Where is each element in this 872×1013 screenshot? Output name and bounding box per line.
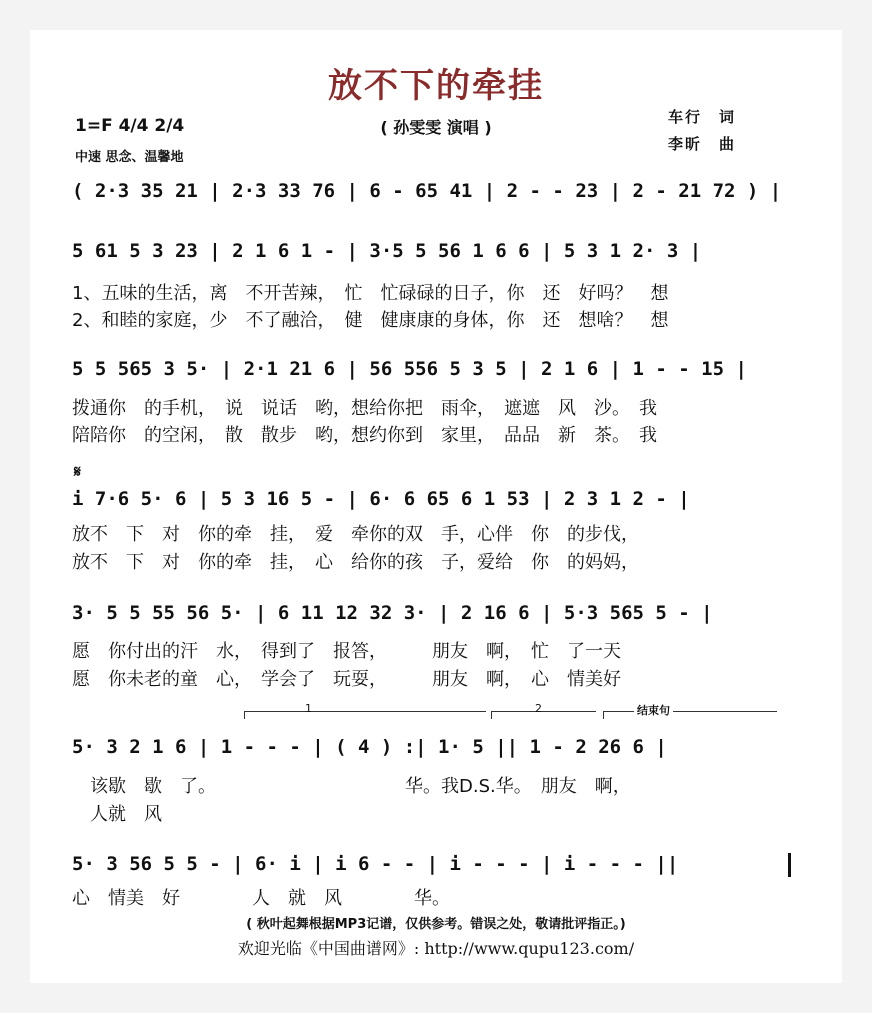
lyric-line: 人就 风 [72, 804, 162, 825]
ending-bracket [603, 711, 777, 712]
segno-icon: 𝄋 [74, 462, 81, 481]
lyric-line: 放不 下 对 你的牵 挂， 心 给你的孩 子，爱给 你 的妈妈， [72, 552, 639, 573]
final-barline [788, 853, 791, 877]
lyric-line: 陪陪你 的空闲， 散 散步 哟，想约你到 家里， 品品 新 茶。 我 [72, 425, 657, 446]
notation-row: 5 5 565 3 5· | 2·1 21 6 | 56 556 5 3 5 | 2 1 6 | 1 - - 15 | [72, 358, 747, 380]
ending-label: 结束句 [634, 702, 673, 718]
volta-bracket-tick [603, 711, 604, 719]
lyric-line: 愿 你付出的汗 水， 得到了 报答， 朋友 啊， 忙 了一天 [72, 641, 621, 662]
notation-row: i 7·6 5· 6 | 5 3 16 5 - | 6· 6 65 6 1 53 | 2 3 1 2 - | [72, 488, 690, 510]
volta-bracket-tick [244, 711, 245, 719]
notation-row: 5· 3 2 1 6 | 1 - - - | ( 4 ) :| 1· 5 || 1 - 2 26 6 | [72, 736, 667, 758]
volta-label-1: 1 [305, 702, 312, 715]
notation-row: ( 2·3 35 21 | 2·3 33 76 | 6 - 65 41 | 2 - - 23 | 2 - 21 72 ) | [72, 180, 782, 202]
song-title: 放不下的牵挂 [328, 66, 544, 106]
site-credit: 欢迎光临《中国曲谱网》: http://www.qupu123.com/ [237, 939, 635, 958]
lyric-line: 1、五味的生活，离 不开苦辣， 忙 忙碌碌的日子，你 还 好吗？ 想 [72, 283, 669, 304]
lyric-line: 2、和睦的家庭，少 不了融洽， 健 健康康的身体，你 还 想啥？ 想 [72, 310, 669, 331]
composer-credit: 李昕 曲 [668, 135, 737, 153]
volta-label-2: 2 [535, 702, 542, 715]
notation-row: 5 61 5 3 23 | 2 1 6 1 - | 3·5 5 56 1 6 6 | 5 3 1 2· 3 | [72, 240, 702, 262]
lyricist-credit: 车行 词 [668, 108, 737, 126]
notation-row: 3· 5 5 55 56 5· | 6 11 12 32 3· | 2 16 6 | 5·3 565 5 - | [72, 602, 713, 624]
lyric-line: 该歇 歇 了。 华。我D.S.华。 朋友 啊， [72, 776, 631, 797]
volta-bracket-tick [491, 711, 492, 719]
lyric-line: 愿 你未老的童 心， 学会了 玩耍， 朋友 啊， 心 情美好 [72, 669, 621, 690]
singer-credit: ( 孙雯雯 演唱 ) [380, 118, 492, 137]
key-signature: 1=F 4/4 2/4 [75, 116, 185, 136]
transcriber-note: ( 秋叶起舞根据MP3记谱，仅供参考。错误之处，敬请批评指正。) [246, 917, 626, 932]
volta-bracket-1 [244, 711, 486, 712]
tempo-marking: 中速 思念、温馨地 [75, 150, 184, 165]
lyric-line: 心 情美 好 人 就 风 华。 [72, 888, 450, 909]
volta-bracket-2 [491, 711, 596, 712]
lyric-line: 放不 下 对 你的牵 挂， 爱 牵你的双 手，心伴 你 的步伐， [72, 524, 639, 545]
lyric-line: 拨通你 的手机， 说 说话 哟，想给你把 雨伞， 遮遮 风 沙。 我 [72, 398, 657, 419]
notation-row: 5· 3 56 5 5 - | 6· i | i 6 - - | i - - - | i - - - || [72, 853, 679, 875]
